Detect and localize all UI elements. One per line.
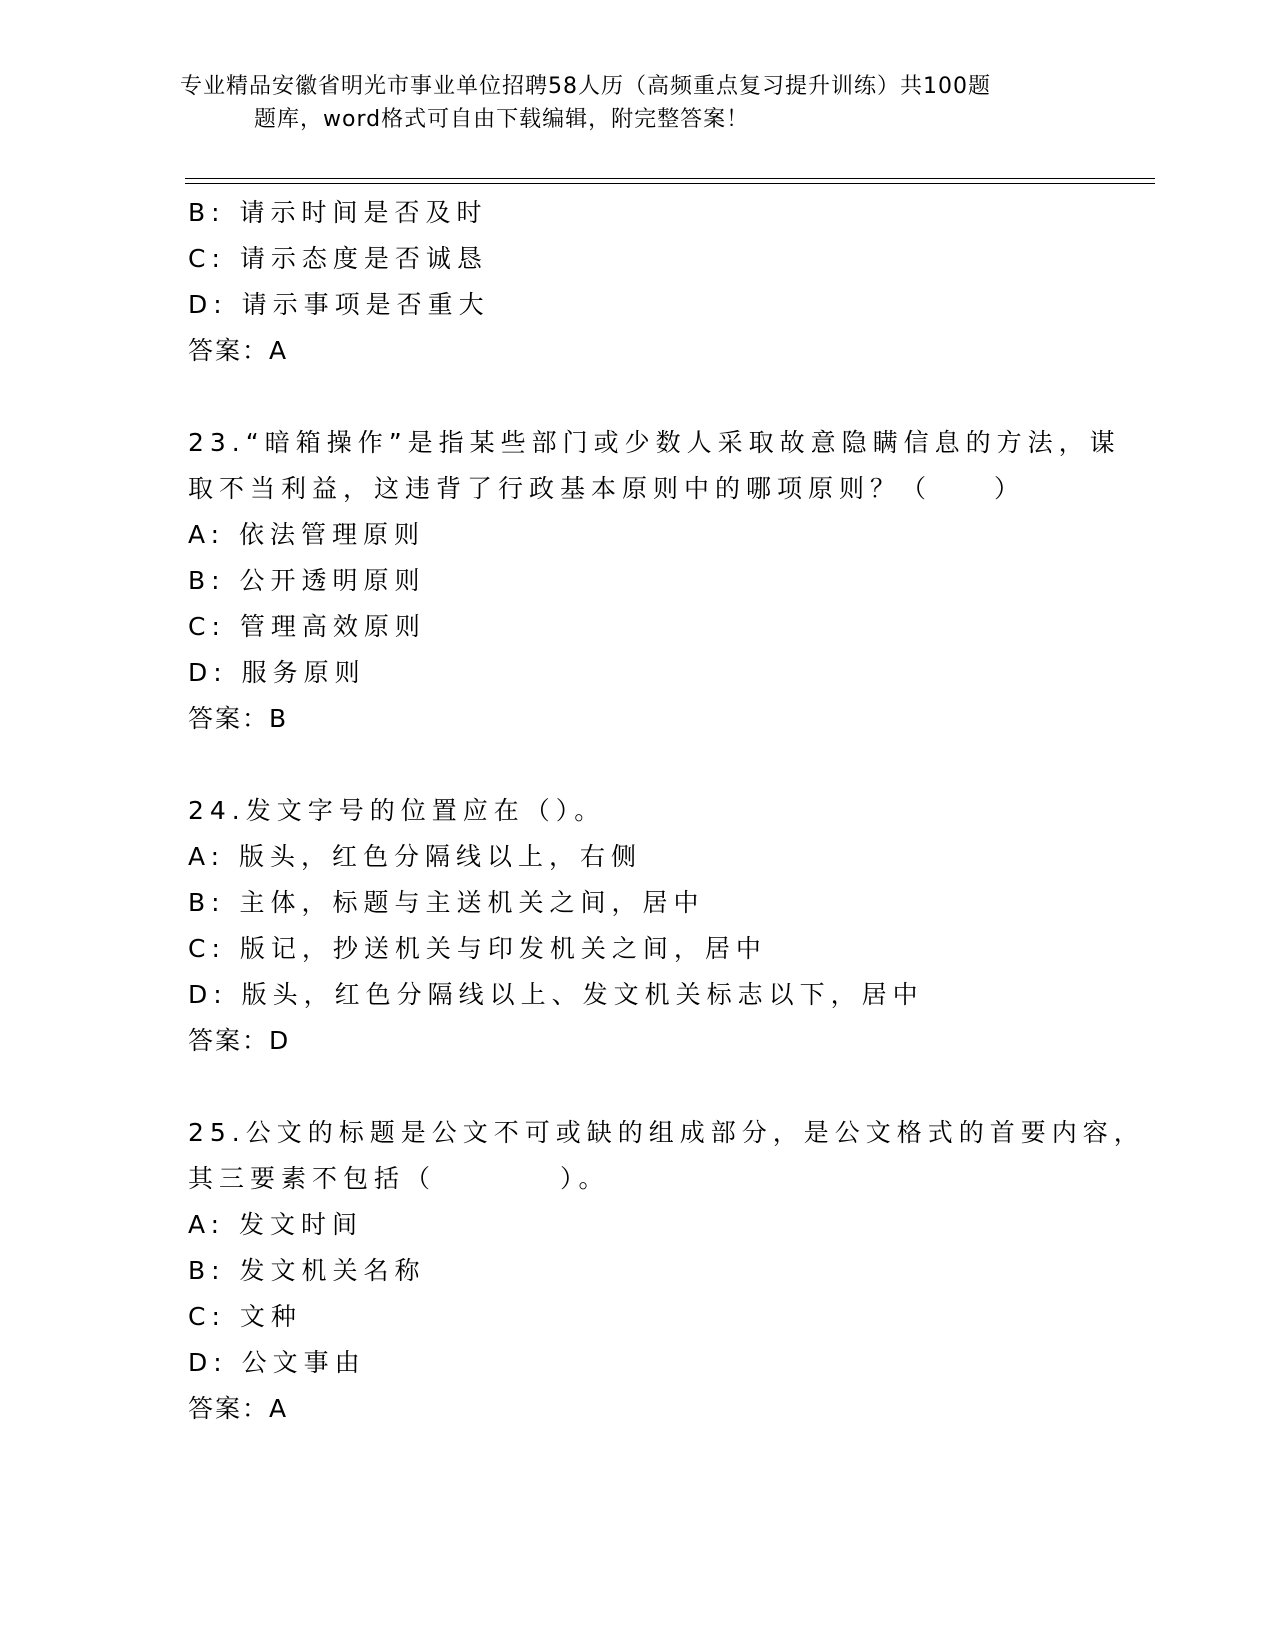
header-rule-bottom [185, 183, 1155, 184]
option-d: D: 公文事由 [188, 1348, 366, 1377]
question-25 [188, 1110, 1145, 1432]
question-22-tail [188, 190, 1088, 374]
question-stem-line-1: 23.“暗箱操作”是指某些部门或少数人采取故意隐瞒信息的方法，谋 [188, 428, 1121, 457]
option-d: D: 版头，红色分隔线以上、发文机关标志以下，居中 [188, 980, 924, 1009]
header-title-line-2: 题库，word格式可自由下载编辑，附完整答案！ [254, 107, 750, 132]
header-rule-top [185, 178, 1155, 179]
question-stem-line-1: 24.发文字号的位置应在（）。 [188, 796, 606, 825]
question-24 [188, 788, 1088, 1064]
question-stem-line-2: 其三要素不包括（ ）。 [188, 1164, 610, 1193]
option-a: A: 发文时间 [188, 1210, 364, 1239]
option-b: B: 主体，标题与主送机关之间，居中 [188, 888, 705, 917]
question-stem-line-1: 25.公文的标题是公文不可或缺的组成部分，是公文格式的首要内容， [188, 1118, 1145, 1147]
spacer [188, 1064, 1088, 1110]
option-c: C: 版记，抄送机关与印发机关之间，居中 [188, 934, 767, 963]
option-d: D: 服务原则 [188, 658, 366, 687]
answer: 答案：B [188, 704, 289, 733]
option-c: C: 文种 [188, 1302, 302, 1331]
header-title-line-1: 专业精品安徽省明光市事业单位招聘58人历（高频重点复习提升训练）共100题 [180, 74, 991, 99]
option-a: A: 依法管理原则 [188, 520, 426, 549]
question-23 [188, 420, 1121, 742]
option-c: C: 管理高效原则 [188, 612, 426, 641]
option-c: C: 请示态度是否诚恳 [188, 244, 488, 273]
document-header [180, 70, 1060, 136]
answer: 答案：D [188, 1026, 291, 1055]
option-d: D: 请示事项是否重大 [188, 290, 490, 319]
option-b: B: 发文机关名称 [188, 1256, 426, 1285]
question-list [188, 190, 1145, 1432]
answer: 答案：A [188, 1394, 289, 1423]
answer: 答案：A [188, 336, 289, 365]
option-b: B: 公开透明原则 [188, 566, 426, 595]
question-stem-line-2: 取不当利益，这违背了行政基本原则中的哪项原则？（ ） [188, 474, 1026, 503]
spacer [188, 742, 1088, 788]
spacer [188, 374, 1088, 420]
option-a: A: 版头，红色分隔线以上，右侧 [188, 842, 643, 871]
option-b: B: 请示时间是否及时 [188, 198, 488, 227]
